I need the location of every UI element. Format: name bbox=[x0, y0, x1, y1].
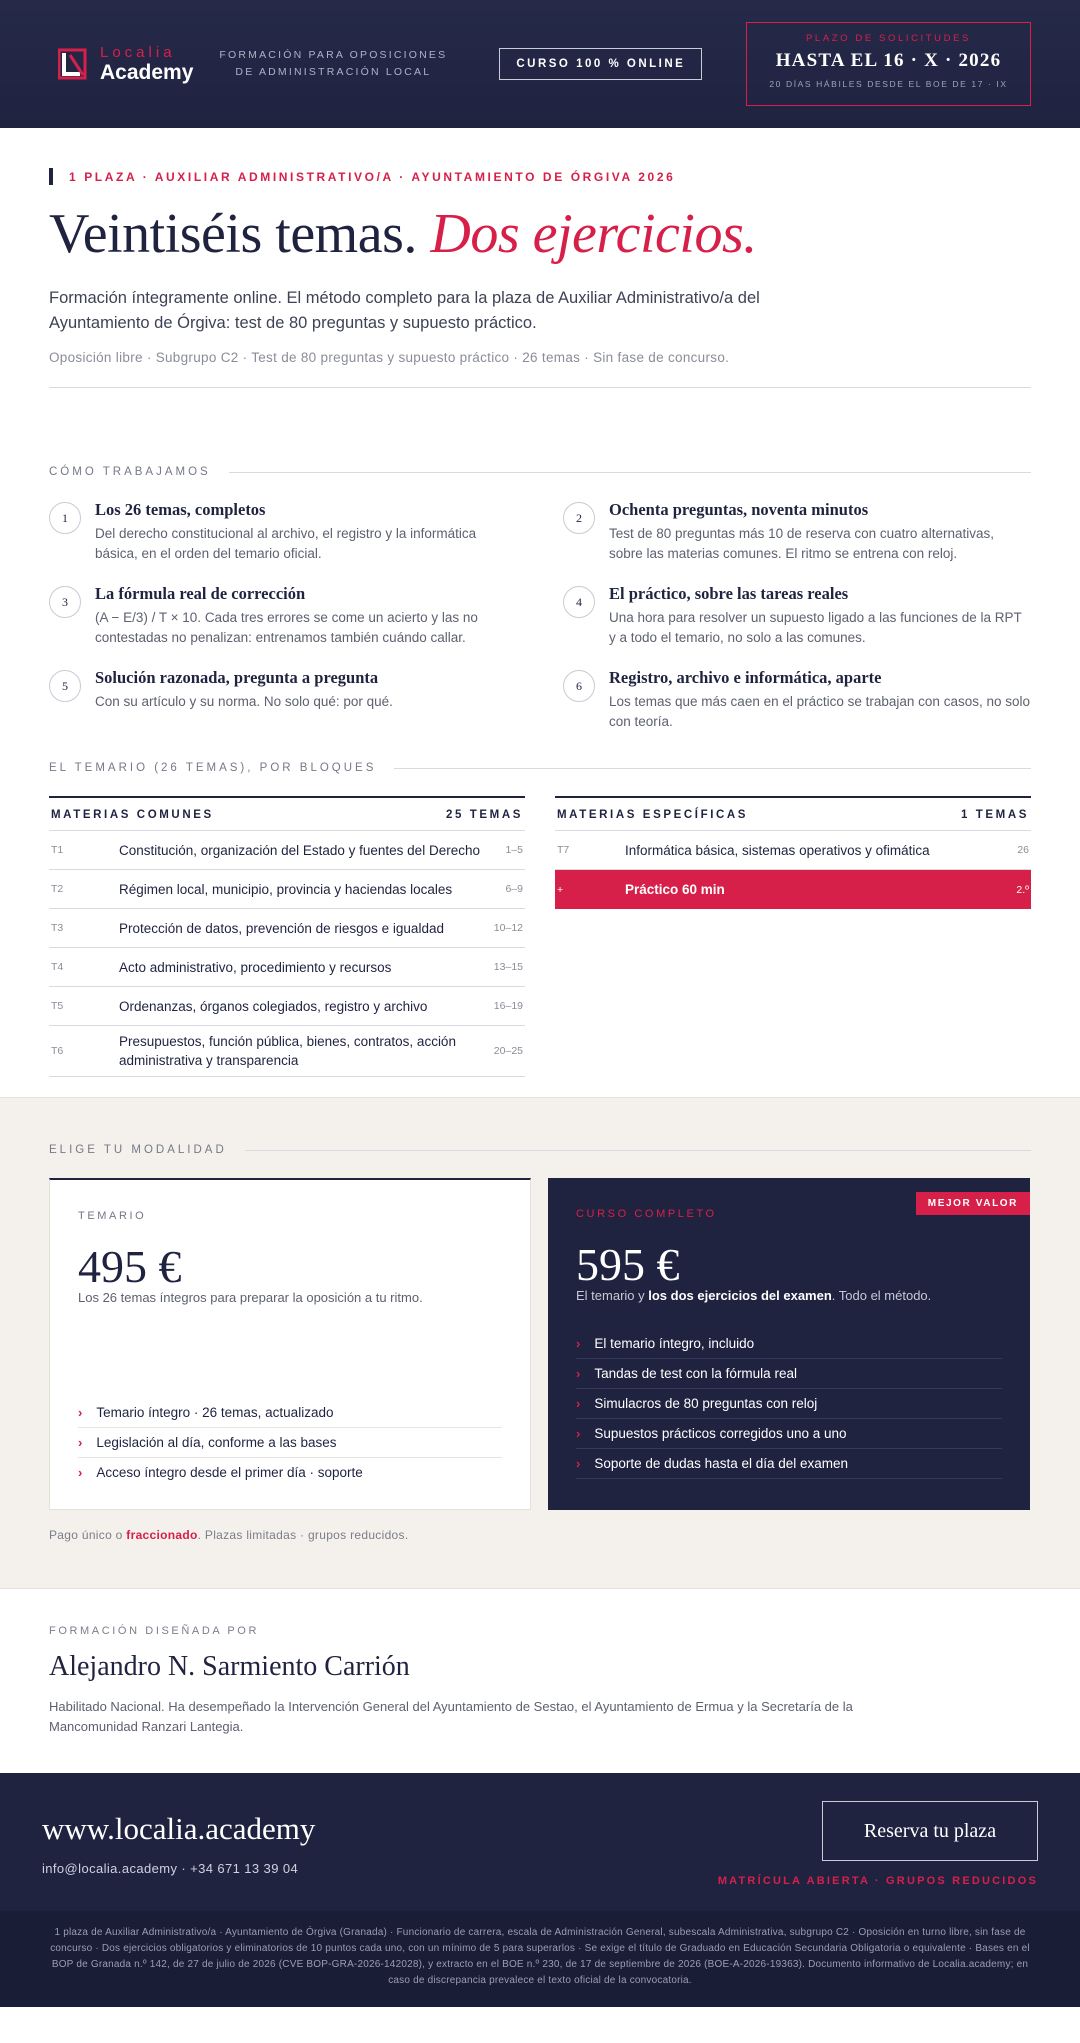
step-title: La fórmula real de corrección bbox=[95, 584, 306, 603]
table-row: T7 Informática básica, sistemas operativos y ofimática 26 bbox=[555, 831, 1031, 870]
step-item bbox=[49, 584, 517, 648]
plan-features bbox=[576, 1329, 1002, 1479]
site-footer bbox=[0, 1773, 1080, 1911]
hero-lead: Formación íntegramente online. El método completo para la plaza de Auxiliar Administrativo/a del Ayuntamiento de Órgiva: test de 80 preguntas y supuesto práctico. bbox=[49, 289, 760, 332]
chevron-right-icon: › bbox=[576, 1336, 581, 1351]
step-item bbox=[563, 584, 1031, 648]
chevron-right-icon: › bbox=[576, 1456, 581, 1471]
table-row: T3 Protección de datos, prevención de riesgos e igualdad 10–12 bbox=[49, 909, 525, 948]
table-row: T6 Presupuestos, función pública, bienes, contratos, acción administrativa y transparencia 20–25 bbox=[49, 1026, 525, 1077]
step-title: Ochenta preguntas, noventa minutos bbox=[609, 500, 869, 519]
step-number: 4 bbox=[563, 586, 595, 618]
online-course-badge: CURSO 100 % ONLINE bbox=[499, 48, 702, 80]
plan-price: 495 € bbox=[78, 1241, 182, 1292]
section-heading: ELIGE TU MODALIDAD bbox=[49, 1144, 1031, 1156]
step-body: Del derecho constitucional al archivo, el registro y la informática básica, en el orden del temario oficial. bbox=[95, 526, 477, 561]
how-we-work-section bbox=[0, 388, 1080, 732]
chevron-right-icon: › bbox=[576, 1396, 581, 1411]
chevron-right-icon: › bbox=[78, 1405, 83, 1420]
plan-description: Los 26 temas íntegros para preparar la oposición a tu ritmo. bbox=[78, 1290, 423, 1305]
legal-notice: 1 plaza de Auxiliar Administrativo/a · Ayuntamiento de Órgiva (Granada) · Funcionario de carrera, escala de Administración General, subescala Administrativa, subgrupo C2 · Oposición en turno libre, sin fase de concurso · Dos ejercicios obligatorios y eliminatorios de 10 puntos cada uno, con un mínimo de 5 para superarlos · Se exige el título de Graduado en Educación Secundaria Obligatoria o equivalente · Bases en el BOP de Granada n.º 142, de 27 de julio de 2026 (CVE BOP-GRA-2026-142028), y extracto en el BOE n.º 230, de 17 de septiembre de 2026 (BOE-A-2026-19363). Documento informativo de Localia.academy; en caso de discrepancia prevalece el texto oficial de la convocatoria. bbox=[0, 1911, 1080, 2007]
logo-wordmark-bottom: Academy bbox=[100, 61, 194, 84]
plan-card-curso-completo[interactable] bbox=[548, 1178, 1030, 1510]
step-item bbox=[49, 668, 517, 732]
deadline-box bbox=[746, 22, 1031, 106]
step-number: 2 bbox=[563, 502, 595, 534]
deadline-date: HASTA EL 16 · X · 2026 bbox=[775, 50, 1002, 71]
step-body: Con su artículo y su norma. No solo qué: por qué. bbox=[95, 694, 393, 709]
step-number: 5 bbox=[49, 670, 81, 702]
step-title: Los 26 temas, completos bbox=[95, 500, 266, 519]
plan-features bbox=[78, 1398, 502, 1487]
installments-link[interactable]: fraccionado bbox=[126, 1528, 198, 1542]
table-row: T2 Régimen local, municipio, provincia y haciendas locales 6–9 bbox=[49, 870, 525, 909]
list-item: › Legislación al día, conforme a las bases bbox=[78, 1428, 502, 1458]
table-row: T5 Ordenanzas, órganos colegiados, registro y archivo 16–19 bbox=[49, 987, 525, 1026]
list-item: › El temario íntegro, incluido bbox=[576, 1329, 1002, 1359]
list-item: › Acceso íntegro desde el primer día · soporte bbox=[78, 1465, 363, 1480]
pricing-section bbox=[0, 1097, 1080, 1588]
section-heading: CÓMO TRABAJAMOS bbox=[49, 466, 1031, 478]
step-number: 1 bbox=[49, 502, 81, 534]
table-row: T4 Acto administrativo, procedimiento y recursos 13–15 bbox=[49, 948, 525, 987]
deadline-label: PLAZO DE SOLICITUDES bbox=[806, 33, 971, 44]
enrollment-tag: MATRÍCULA ABIERTA · GRUPOS REDUCIDOS bbox=[717, 1875, 1038, 1887]
page-title-accent: Dos ejercicios. bbox=[430, 203, 757, 265]
step-body: Test de 80 preguntas más 10 de reserva con cuatro alternativas, sobre las materias comunes. El ritmo se entrena con reloj. bbox=[609, 526, 994, 561]
hero-facts: Oposición libre · Subgrupo C2 · Test de 80 preguntas y supuesto práctico · 26 temas · Sin fase de concurso. bbox=[49, 350, 730, 365]
table-row-highlighted: + Práctico 60 min 2.º bbox=[555, 870, 1031, 909]
chevron-right-icon: › bbox=[576, 1366, 581, 1381]
list-item: › Simulacros de 80 preguntas con reloj bbox=[576, 1389, 1002, 1419]
step-number: 6 bbox=[563, 670, 595, 702]
step-item bbox=[563, 668, 1031, 732]
chevron-right-icon: › bbox=[78, 1465, 83, 1480]
best-value-badge: MEJOR VALOR bbox=[916, 1192, 1030, 1215]
list-item: › Tandas de test con la fórmula real bbox=[576, 1359, 1002, 1389]
hero-section bbox=[0, 128, 1080, 388]
common-subjects-table bbox=[49, 796, 525, 1077]
chevron-right-icon: › bbox=[78, 1435, 83, 1450]
steps-grid bbox=[49, 500, 1031, 732]
site-header bbox=[0, 0, 1080, 128]
deadline-subtext: 20 DÍAS HÁBILES DESDE EL BOE DE 17 · IX bbox=[769, 79, 1008, 89]
specific-subjects-table bbox=[555, 796, 1031, 1077]
step-number: 3 bbox=[49, 586, 81, 618]
payment-note: Pago único o fraccionado. Plazas limitadas · grupos reducidos. bbox=[49, 1528, 409, 1542]
step-title: Solución razonada, pregunta a pregunta bbox=[95, 668, 379, 687]
table-row: T1 Constitución, organización del Estado y fuentes del Derecho 1–5 bbox=[49, 831, 525, 870]
hero-eyebrow: 1 PLAZA · AUXILIAR ADMINISTRATIVO/A · AYUNTAMIENTO DE ÓRGIVA 2026 bbox=[49, 168, 1031, 185]
website-link[interactable]: www.localia.academy bbox=[42, 1811, 316, 1846]
list-item: › Temario íntegro · 26 temas, actualizado bbox=[78, 1398, 502, 1428]
header-tagline: FORMACIÓN PARA OPOSICIONES DE ADMINISTRACIÓN LOCAL bbox=[219, 49, 448, 78]
step-item bbox=[563, 500, 1031, 564]
page-title: Veintiséis temas. Dos ejercicios. bbox=[49, 203, 757, 265]
author-name: Alejandro N. Sarmiento Carrión bbox=[49, 1651, 410, 1682]
syllabus-section bbox=[0, 732, 1080, 1077]
eyebrow-bar bbox=[49, 168, 53, 185]
author-bio: Habilitado Nacional. Ha desempeñado la Intervención General del Ayuntamiento de Sestao, el Ayuntamiento de Ermua y la Secretaría de la Mancomunidad Ranzari Lantegia. bbox=[49, 1699, 853, 1734]
reserve-button[interactable]: Reserva tu plaza bbox=[822, 1801, 1038, 1861]
syllabus-grid bbox=[49, 796, 1031, 1077]
table-header: MATERIAS COMUNES 25 TEMAS bbox=[49, 796, 525, 831]
logo-mark-icon bbox=[58, 47, 90, 81]
step-item bbox=[49, 500, 517, 564]
plan-description: El temario y los dos ejercicios del examen. Todo el método. bbox=[576, 1288, 932, 1303]
step-title: Registro, archivo e informática, aparte bbox=[609, 668, 882, 687]
plan-card-temario[interactable] bbox=[49, 1178, 531, 1510]
contact-info[interactable]: info@localia.academy · +34 671 13 39 04 bbox=[42, 1861, 299, 1876]
author-section bbox=[0, 1588, 1080, 1773]
pricing-grid bbox=[49, 1178, 1031, 1510]
list-item: › Supuestos prácticos corregidos uno a uno bbox=[576, 1419, 1002, 1449]
plan-label: TEMARIO bbox=[78, 1210, 147, 1222]
step-title: El práctico, sobre las tareas reales bbox=[609, 584, 849, 603]
logo[interactable] bbox=[58, 45, 193, 83]
logo-wordmark-top: Localia bbox=[100, 44, 176, 61]
table-header: MATERIAS ESPECÍFICAS 1 TEMAS bbox=[555, 796, 1031, 831]
plan-price: 595 € bbox=[576, 1239, 680, 1290]
step-body: Los temas que más caen en el práctico se trabajan con casos, no solo con teoría. bbox=[609, 694, 1030, 729]
list-item: › Soporte de dudas hasta el día del examen bbox=[576, 1449, 1002, 1479]
section-heading: EL TEMARIO (26 TEMAS), POR BLOQUES bbox=[49, 762, 1031, 774]
step-body: Una hora para resolver un supuesto ligado a las funciones de la RPT y a todo el temario, no solo a las comunes. bbox=[609, 610, 1022, 645]
step-body: (A − E/3) / T × 10. Cada tres errores se come un acierto y las no contestadas no penalizan: entrenamos también cuándo callar. bbox=[95, 610, 478, 645]
chevron-right-icon: › bbox=[576, 1426, 581, 1441]
plan-label: CURSO COMPLETO bbox=[576, 1208, 717, 1220]
author-label: FORMACIÓN DISEÑADA POR bbox=[49, 1625, 259, 1637]
